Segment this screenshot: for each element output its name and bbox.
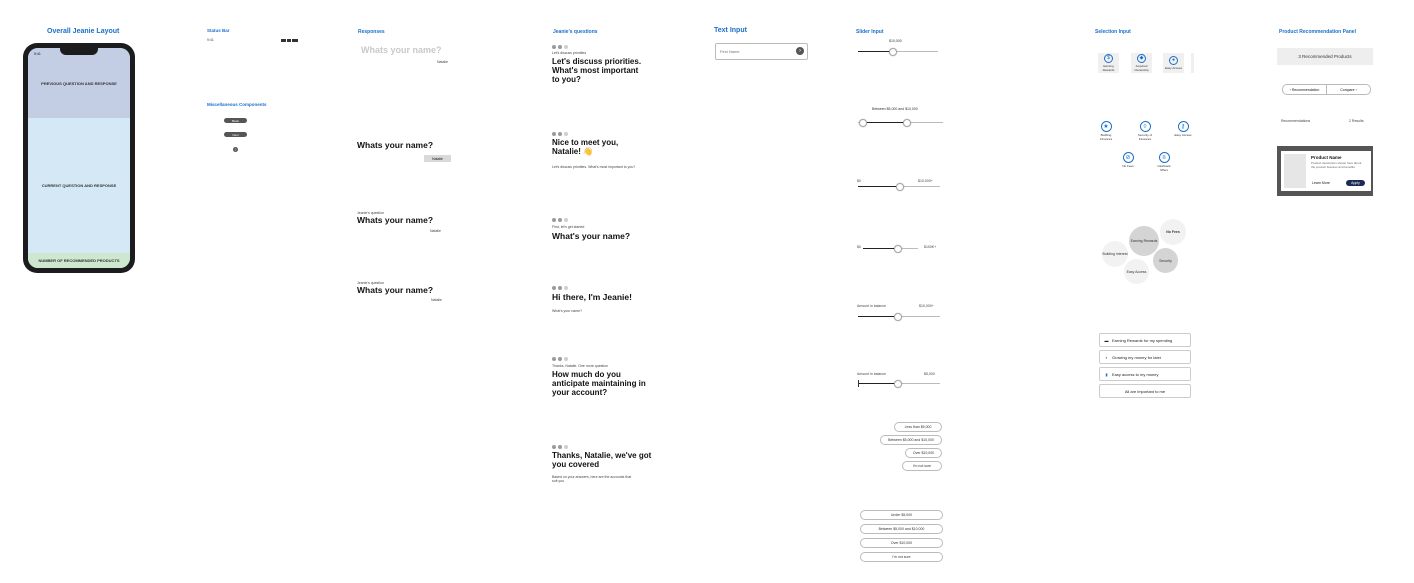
segment-recommendation[interactable]: ‹ Recommendation: [1283, 85, 1327, 94]
list-option-label: Earning Rewards for my spending: [1112, 337, 1173, 343]
response-4-answer: Natalie: [431, 298, 442, 302]
slider-title: Slider Input: [856, 29, 884, 35]
product-panel-title: Product Recommendation Panel: [1279, 29, 1356, 35]
slider-2-fill: [862, 122, 906, 123]
amount-option-button[interactable]: I'm not sure: [902, 461, 942, 471]
no-fee-icon: ⊘: [1123, 152, 1134, 163]
lock-icon: ●: [1169, 56, 1178, 65]
selection-icon-option[interactable]: [1117, 152, 1139, 168]
questions-title: Jeanie's questions: [553, 29, 598, 35]
layout-title: Overall Jeanie Layout: [47, 28, 120, 35]
option-label: No Fees: [1122, 164, 1134, 168]
slider-5-thumb[interactable]: [894, 313, 902, 321]
product-name: Product Name: [1311, 155, 1342, 160]
status-time: 9:41: [207, 38, 214, 42]
phone-time: 9:41: [34, 52, 41, 56]
selection-list-option[interactable]: [1099, 384, 1191, 398]
selection-icon-option[interactable]: [1095, 121, 1117, 141]
response-3-answer: Natalie: [430, 229, 441, 233]
selection-tile[interactable]: [1098, 53, 1119, 73]
text-input-title: Text Input: [714, 27, 747, 34]
slider-3-right: $10,000+: [918, 179, 933, 183]
first-name-input[interactable]: [720, 48, 790, 55]
tile-label: Acquired Ownership: [1134, 64, 1149, 72]
product-card[interactable]: [1281, 151, 1371, 191]
phone-frame: [23, 43, 135, 273]
slider-6-thumb[interactable]: [894, 380, 902, 388]
selection-tile[interactable]: [1131, 53, 1152, 73]
meta-right: 2 Results: [1349, 119, 1364, 123]
slider-6-right: $5,000: [924, 372, 935, 376]
selection-list-option[interactable]: [1099, 367, 1191, 381]
slider-3-fill: [858, 186, 899, 187]
response-4-question: Whats your name?: [357, 285, 434, 295]
tile-label: Easy Access: [1164, 66, 1182, 70]
amount-option-button[interactable]: Less than $5,000: [894, 422, 942, 432]
product-description: Product description shown here about the product features and benefits: [1311, 161, 1362, 169]
slider-4-right: $100K+: [924, 245, 937, 249]
star-icon: ★: [1101, 121, 1112, 132]
typing-dots: [552, 45, 568, 49]
selection-icon-option[interactable]: [1134, 121, 1156, 141]
product-card-frame: [1277, 146, 1373, 196]
slider-1-fill: [858, 51, 892, 52]
phone-notch: [60, 48, 98, 55]
response-3-question: Whats your name?: [357, 215, 434, 225]
slider-3-left: $0: [857, 179, 861, 183]
slider-2-high-thumb[interactable]: [903, 119, 911, 127]
status-icons: [281, 39, 298, 42]
gift-icon: ◆: [1137, 54, 1146, 63]
option-label: Easy Access: [1174, 133, 1192, 137]
learn-more-link[interactable]: Learn More: [1312, 181, 1330, 185]
mobile-icon: ▮: [1105, 371, 1108, 377]
misc-title: Miscellaneous Components: [207, 102, 267, 107]
selection-bubble[interactable]: Security: [1153, 248, 1178, 273]
signal-icon: [281, 39, 286, 42]
typing-dots: [552, 357, 568, 361]
response-2-question: Whats your name?: [357, 140, 434, 150]
pay-icon: ¤: [1159, 152, 1170, 163]
lock-icon: ▪: [1105, 354, 1108, 360]
slider-1-value: $10,000: [889, 39, 902, 43]
tile-overflow-edge: [1191, 53, 1194, 73]
slider-6-fill: [858, 383, 897, 384]
selection-bubble[interactable]: Building Interest: [1102, 241, 1128, 267]
amount-option-button[interactable]: Between $5,000 and $10,000: [880, 435, 942, 445]
battery-icon: [292, 39, 298, 42]
question-6-text: Thanks, Natalie, we've got you covered: [552, 451, 652, 469]
segment-compare[interactable]: Compare ›: [1340, 87, 1357, 92]
selection-list-option[interactable]: [1099, 333, 1191, 347]
submit-arrow-button[interactable]: ›: [796, 47, 804, 55]
question-3-text: What's your name?: [552, 231, 631, 241]
amount-option-button[interactable]: I'm not sure: [860, 552, 943, 562]
slider-5-right: $10,000+: [919, 304, 934, 308]
meta-left: Recommendations: [1281, 119, 1311, 123]
typing-dots: [552, 286, 568, 290]
selection-bubble[interactable]: Earning Rewards: [1129, 226, 1159, 256]
list-option-label: Growing my money for later: [1112, 354, 1162, 360]
slider-2-low-thumb[interactable]: [859, 119, 867, 127]
question-5-caption: Thanks, Natalie. One more question: [552, 364, 609, 368]
option-label: Security of Finances: [1137, 133, 1153, 141]
amount-option-button[interactable]: Over $10,000: [860, 538, 943, 548]
typing-dots: [552, 445, 568, 449]
typing-dots: [552, 218, 568, 222]
question-4-text: Hi there, I'm Jeanie!: [552, 292, 632, 302]
responses-title: Responses: [358, 29, 385, 35]
selection-bubble[interactable]: Easy Access: [1124, 259, 1149, 284]
selection-title: Selection Input: [1095, 29, 1131, 35]
next-pill-button[interactable]: Next: [224, 132, 247, 137]
segmented-control[interactable]: [1282, 84, 1371, 95]
amount-option-button[interactable]: Over $10,000: [905, 448, 942, 458]
piggy-bank-icon: $: [1104, 54, 1113, 63]
response-4-caption: Jeanie's question: [357, 281, 384, 285]
response-3-caption: Jeanie's question: [357, 211, 384, 215]
question-1-text: Let's discuss priorities. What's most important to you?: [552, 57, 642, 84]
help-icon[interactable]: ?: [234, 147, 237, 152]
response-2-answer-chip[interactable]: Natalie: [424, 155, 451, 162]
slider-4-left: $0: [857, 245, 861, 249]
status-bar-title: Status Bar: [207, 28, 230, 33]
key-icon: ⚷: [1178, 121, 1189, 132]
question-5-text: How much do you anticipate maintaining in your account?: [552, 370, 646, 397]
zone-recommended: NUMBER OF RECOMMENDED PRODUCTS: [28, 253, 130, 268]
product-image: [1284, 154, 1306, 188]
selection-bubble[interactable]: No Fees: [1160, 219, 1186, 245]
slider-6-left: Amount in balance: [857, 372, 886, 376]
response-1-answer: Natalie: [437, 60, 448, 64]
slider-4-fill: [863, 248, 897, 249]
card-icon: ▬: [1104, 337, 1109, 343]
slider-3-thumb[interactable]: [896, 183, 904, 191]
typing-dots: [552, 132, 568, 136]
slider-5-left: Amount in balance: [857, 304, 886, 308]
question-1-caption: Let's discuss priorities: [552, 51, 587, 55]
slider-6-tick: [858, 380, 859, 387]
selection-icon-option[interactable]: [1153, 152, 1175, 172]
slider-2-label: Between $5,000 and $10,000: [872, 107, 918, 111]
slider-5-fill: [858, 316, 897, 317]
slider-1-thumb[interactable]: [889, 48, 897, 56]
zone-previous: PREVIOUS QUESTION AND RESPONSE: [28, 48, 130, 118]
amount-option-button[interactable]: Under $5,000: [860, 510, 943, 520]
question-4-sub: What's your name?: [552, 309, 583, 313]
option-label: Building Finances: [1099, 133, 1113, 141]
selection-tile[interactable]: [1163, 53, 1184, 73]
shield-icon: ◊: [1140, 121, 1151, 132]
recommended-products-header[interactable]: 3 Recommended Products: [1277, 48, 1373, 65]
response-1-placeholder: Whats your name?: [361, 45, 442, 55]
apply-button[interactable]: Apply: [1346, 180, 1365, 186]
question-3-caption: First, let's get started: [552, 225, 585, 229]
list-option-label: All are important to me: [1124, 388, 1166, 394]
question-2-sub: Let's discuss priorities. What's most important to you?: [552, 165, 636, 169]
list-option-label: Easy access to my money: [1112, 371, 1159, 377]
zone-current: CURRENT QUESTION AND RESPONSE: [28, 118, 130, 253]
tile-label: Earning Rewards: [1102, 64, 1115, 72]
back-pill-button[interactable]: Back: [224, 118, 247, 123]
selection-icon-option[interactable]: [1172, 121, 1194, 137]
wifi-icon: [287, 39, 291, 42]
amount-option-button[interactable]: Between $5,000 and $10,000: [860, 524, 943, 534]
phone-screen: [28, 48, 130, 268]
slider-4-thumb[interactable]: [894, 245, 902, 253]
question-6-sub: Based on your answers, here are the accounts that suit you: [552, 475, 632, 483]
option-label: Cashback Offers: [1157, 164, 1171, 172]
question-2-text: Nice to meet you, Natalie! 👋: [552, 138, 619, 156]
selection-list-option[interactable]: [1099, 350, 1191, 364]
first-name-field[interactable]: [715, 43, 808, 60]
